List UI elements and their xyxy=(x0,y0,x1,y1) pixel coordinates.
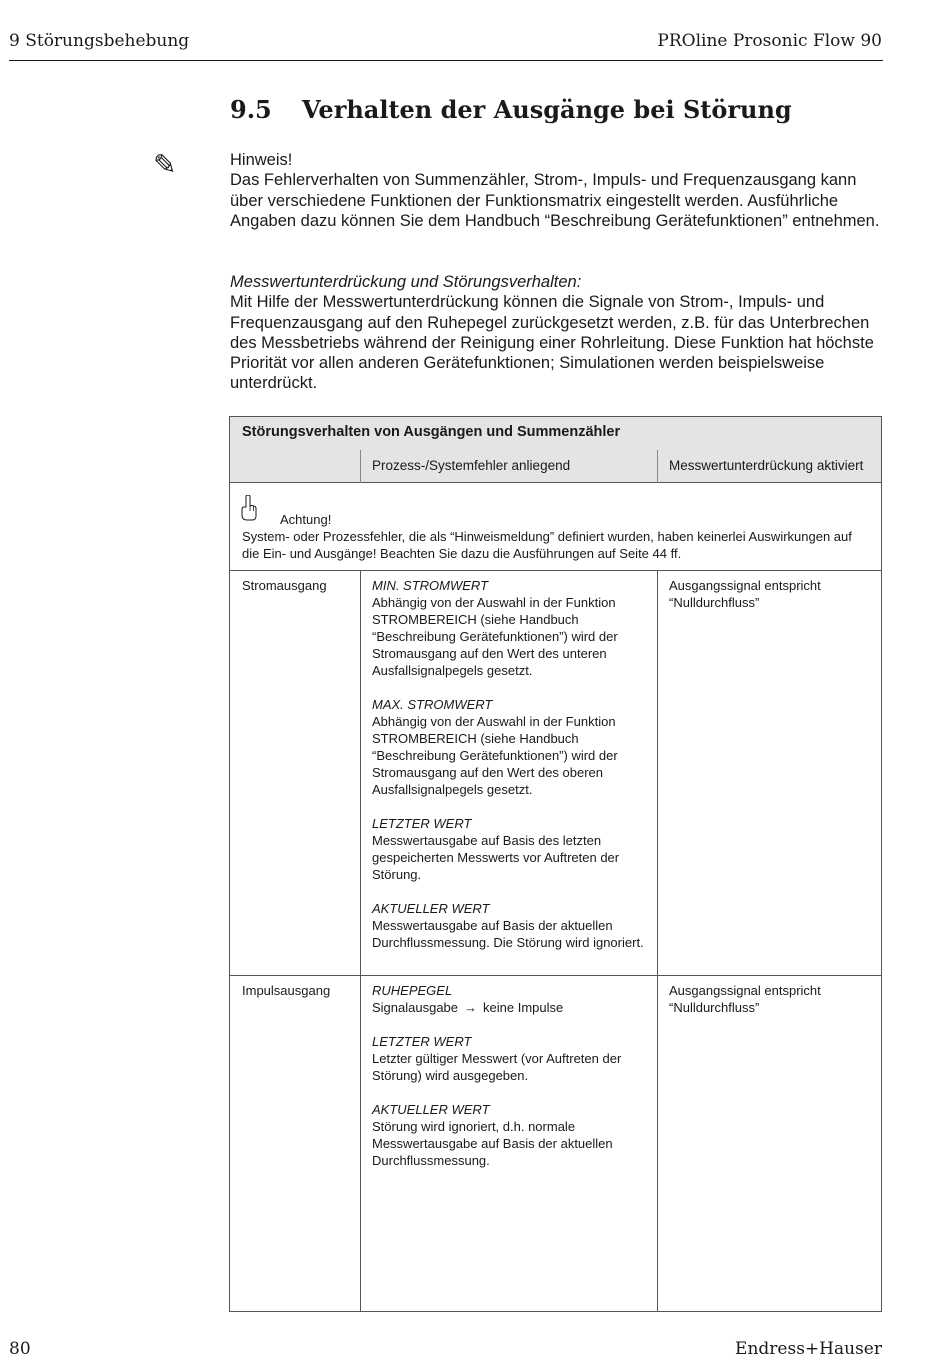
section-number: 9.5 xyxy=(230,95,272,124)
suppression-block xyxy=(230,272,882,394)
table-header xyxy=(230,417,881,483)
list-item: MIN. STROMWERT Abhängig von der Auswahl in der Funktion STROMBEREICH (siehe Handbuch “Beschreibung Gerätefunktionen”) wird der Stromausgang auf den Wert des unteren Ausfallsignalpegels gesetzt. xyxy=(372,578,618,678)
row-divider xyxy=(230,975,881,976)
brand-logo-text: Endress+Hauser xyxy=(735,1339,882,1359)
list-item: RUHEPEGEL Signalausgabe → keine Impulse xyxy=(372,983,564,1015)
note-block xyxy=(230,150,882,231)
pencil-icon: ✎ xyxy=(153,149,177,180)
column-divider xyxy=(360,571,361,1311)
note-text: Das Fehlerverhalten von Summenzähler, Strom-, Impuls- und Frequenzausgang kann über verschiedene Funktionen der Funktionsmatrix eingestellt werden. Ausführliche Angaben dazu können Sie dem Handbuch “Beschreibung Gerätefunktionen” entnehmen. xyxy=(230,171,880,230)
warning-title: Achtung! xyxy=(280,512,332,527)
fault-behaviour-table xyxy=(229,416,882,1312)
row-label-pulse-output: Impulsausgang xyxy=(242,983,331,998)
list-item: LETZTER WERT Messwertausgabe auf Basis des letzten gespeicherten Messwerts vor Auftreten der Störung. xyxy=(372,816,620,882)
pulse-output-options xyxy=(372,982,650,1186)
row-label-current-output: Stromausgang xyxy=(242,578,327,593)
note-heading: Hinweis! xyxy=(230,151,293,169)
suppression-text: Mit Hilfe der Messwertunterdrückung können die Signale von Strom-, Impuls- und Frequenzausgang auf den Ruhepegel zurückgesetzt werden, z.B. für das Unterbrechen des Messbetriebs während der Reinigung einer Rohrleitung. Diese Funktion hat höchste Priorität vor allen anderen Gerätefunktionen; Simulationen werden beispielsweise unterdrückt. xyxy=(230,293,874,393)
section-title: Verhalten der Ausgänge bei Störung xyxy=(302,95,792,124)
page-number: 80 xyxy=(9,1339,31,1359)
table-title: Störungsverhalten von Ausgängen und Summenzähler xyxy=(242,424,621,440)
pulse-output-suppression: Ausgangssignal entspricht “Nulldurchfluss” xyxy=(669,983,821,1015)
column-header-suppression: Messwertunterdrückung aktiviert xyxy=(669,458,864,473)
pointing-hand-icon xyxy=(240,495,258,521)
header-rule xyxy=(9,60,883,61)
list-item: AKTUELLER WERT Messwertausgabe auf Basis der aktuellen Durchflussmessung. Die Störung wird ignoriert. xyxy=(372,901,644,950)
column-divider xyxy=(657,571,658,1311)
column-header-process-error: Prozess-/Systemfehler anliegend xyxy=(372,458,571,473)
column-divider xyxy=(657,450,658,483)
list-item: AKTUELLER WERT Störung wird ignoriert, d.h. normale Messwertausgabe auf Basis der aktuellen Durchflussmessung. xyxy=(372,1102,613,1168)
running-header-chapter: 9 Störungsbehebung xyxy=(9,31,190,51)
warning-row xyxy=(230,483,881,571)
current-output-suppression: Ausgangssignal entspricht “Nulldurchfluss” xyxy=(669,578,821,610)
list-item: LETZTER WERT Letzter gültiger Messwert (vor Auftreten der Störung) wird ausgegeben. xyxy=(372,1034,622,1083)
list-item: MAX. STROMWERT Abhängig von der Auswahl in der Funktion STROMBEREICH (siehe Handbuch “Beschreibung Gerätefunktionen”) wird der Stromausgang auf den Wert des oberen Ausfallsignalpegels gesetzt. xyxy=(372,697,618,797)
warning-text: System- oder Prozessfehler, die als “Hinweismeldung” definiert wurden, haben keinerlei Auswirkungen auf die Ein- und Ausgänge! Beachten Sie dazu die Ausführungen auf Seite 44 ff. xyxy=(242,529,852,561)
arrow-right-icon: → xyxy=(464,1000,478,1015)
suppression-heading: Messwertunterdrückung und Störungsverhalten: xyxy=(230,273,582,291)
current-output-options xyxy=(372,577,650,968)
running-header-product: PROline Prosonic Flow 90 xyxy=(657,31,882,51)
section-heading xyxy=(230,95,792,124)
column-divider xyxy=(360,450,361,483)
